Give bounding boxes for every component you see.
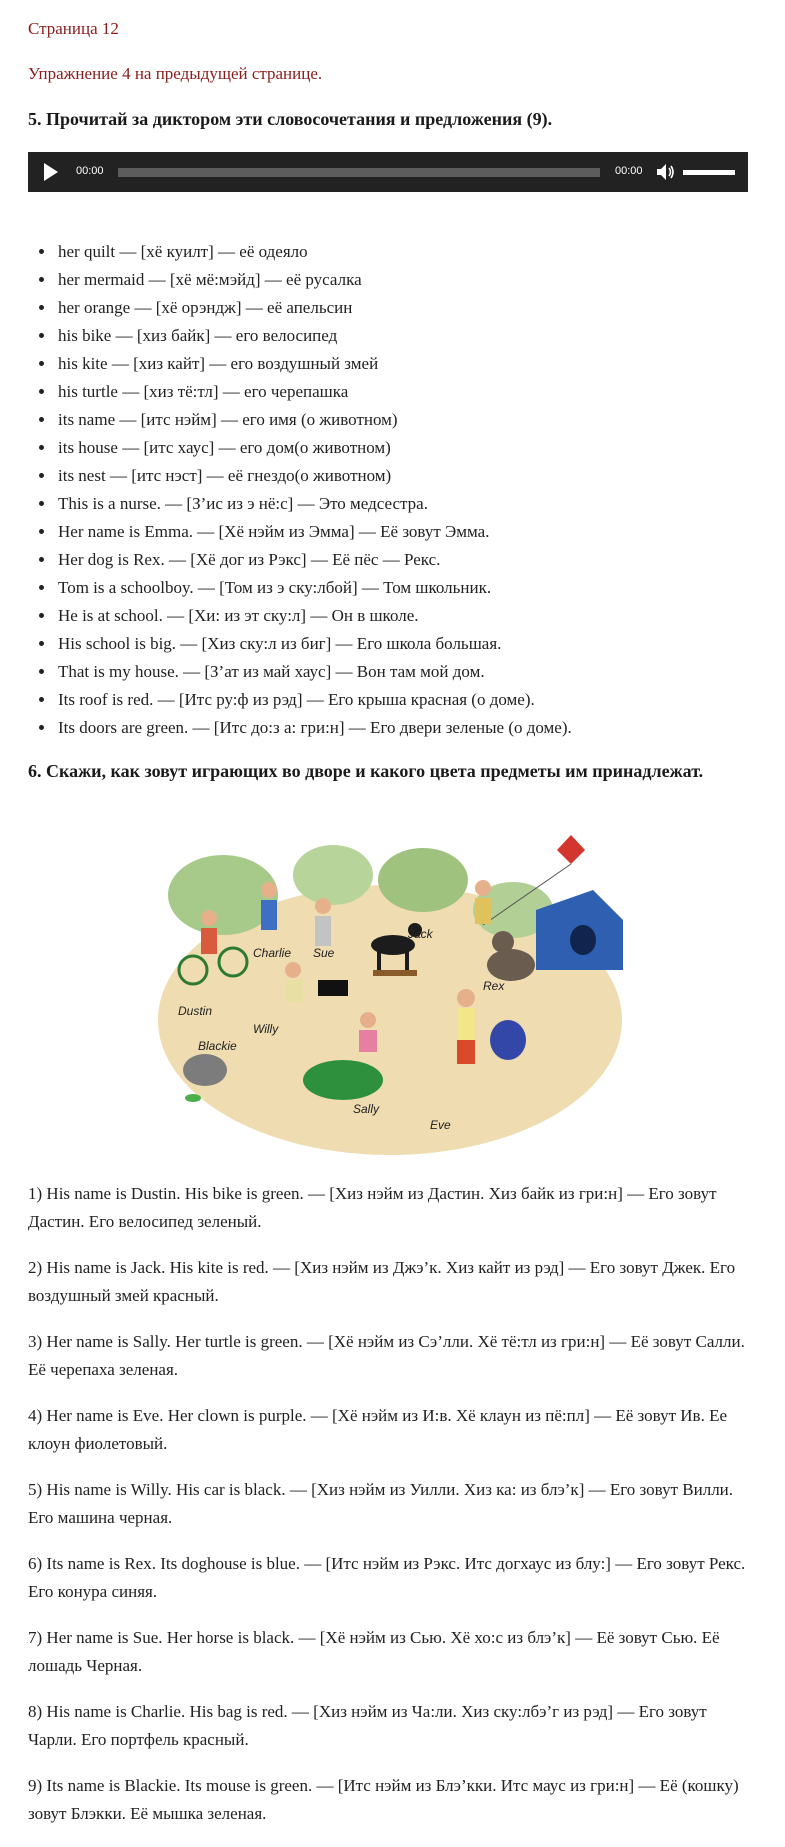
clown-shape: [490, 1020, 526, 1060]
list-item: • his kite — [хиз кайт] — его воздушный змей: [56, 350, 572, 378]
answer-item: 2) His name is Jack. His kite is red. — [Хиз нэйм из Джэ’к. Хиз кайт из рэд] — Его зовут Джек. Его воздушный змей красный.: [28, 1258, 736, 1305]
answer-item: 9) Its name is Blackie. Its mouse is green. — [Итс нэйм из Блэ’кки. Итс маус из гри:н] — Её (кошку) зовут Блэкки. Её мышка зеленая.: [28, 1776, 739, 1823]
answer-item: 4) Her name is Eve. Her clown is purple. — [Хё нэйм из И:в. Хё клаун из пё:пл] — Её зовут Ив. Ее клоун фиолетовый.: [28, 1406, 728, 1453]
phrase-list: [28, 238, 572, 742]
list-item: • Her name is Emma. — [Хё нэйм из Эмма] — Её зовут Эмма.: [56, 518, 572, 546]
list-item: • her orange — [хё орэндж] — её апельсин: [56, 294, 572, 322]
label-jack: Jack: [408, 927, 433, 941]
audio-player: [28, 152, 748, 192]
progress-track[interactable]: [118, 168, 600, 177]
kite-shape: [557, 835, 585, 864]
answer-item: 1) His name is Dustin. His bike is green. — [Хиз нэйм из Дастин. Хиз байк из гри:н] — Его зовут Дастин. Его велосипед зеленый.: [28, 1184, 717, 1231]
turtle-shape: [303, 1060, 383, 1100]
play-icon[interactable]: [44, 163, 58, 181]
list-item: • his bike — [хиз байк] — его велосипед: [56, 322, 572, 350]
answers-section: [28, 1180, 748, 1846]
label-dustin: Dustin: [178, 1004, 213, 1018]
exercise-5-heading: 5. Прочитай за диктором эти словосочетания и предложения (9).: [28, 109, 553, 129]
label-blackie: Blackie: [198, 1039, 237, 1053]
cat-shape: [183, 1054, 227, 1086]
label-sally: Sally: [353, 1102, 380, 1116]
page-link[interactable]: Страница 12: [28, 19, 119, 38]
answer-item: 3) Her name is Sally. Her turtle is green. — [Хё нэйм из Сэ’лли. Хё тё:тл из гри:н] — Её зовут Салли. Её черепаха зеленая.: [28, 1332, 745, 1379]
list-item: • its name — [итс нэйм] — его имя (о животном): [56, 406, 572, 434]
list-item: • her quilt — [хё куилт] — её одеяло: [56, 238, 572, 266]
total-time: 00:00: [615, 165, 643, 177]
list-item: • That is my house. — [З’ат из май хаус] — Вон там мой дом.: [56, 658, 572, 686]
label-sue: Sue: [313, 946, 335, 960]
list-item: • He is at school. — [Хи: из эт ску:л] — Он в школе.: [56, 602, 572, 630]
exercise-link[interactable]: Упражнение 4 на предыдущей странице.: [28, 64, 323, 83]
answer-item: 6) Its name is Rex. Its doghouse is blue. — [Итс нэйм из Рэкс. Итс догхаус из блу:] — Его зовут Рекс. Его конура синяя.: [28, 1554, 746, 1601]
answer-item: 7) Her name is Sue. Her horse is black. — [Хё нэйм из Сью. Хё хо:с из блэ’к] — Её зовут Сью. Её лошадь Черная.: [28, 1628, 720, 1675]
label-charlie: Charlie: [253, 946, 292, 960]
yard-illustration: [153, 830, 628, 1160]
list-item: • This is a nurse. — [З’ис из э нё:с] — Это медсестра.: [56, 490, 572, 518]
list-item: • her mermaid — [хё мё:мэйд] — её русалка: [56, 266, 572, 294]
exercise-6-heading: 6. Скажи, как зовут играющих во дворе и какого цвета предметы им принадлежат.: [28, 761, 704, 781]
current-time: 00:00: [76, 165, 104, 177]
label-willy: Willy: [253, 1022, 279, 1036]
list-item: • Tom is a schoolboy. — [Том из э ску:лбой] — Том школьник.: [56, 574, 572, 602]
list-item: • his turtle — [хиз тё:тл] — его черепашка: [56, 378, 572, 406]
label-eve: Eve: [430, 1118, 451, 1132]
answer-item: 8) His name is Charlie. His bag is red. — [Хиз нэйм из Ча:ли. Хиз ску:лбэ’г из рэд] — Его зовут Чарли. Его портфель красный.: [28, 1702, 707, 1749]
volume-slider[interactable]: [683, 170, 735, 175]
label-rex: Rex: [483, 979, 505, 993]
list-item: • Its doors are green. — [Итс до:з а: гри:н] — Его двери зеленые (о доме).: [56, 714, 572, 742]
car-shape: [318, 980, 348, 996]
list-item: • His school is big. — [Хиз ску:л из биг] — Его школа большая.: [56, 630, 572, 658]
list-item: • Her dog is Rex. — [Хё дог из Рэкс] — Её пёс — Рекс.: [56, 546, 572, 574]
answer-item: 5) His name is Willy. His car is black. — [Хиз нэйм из Уилли. Хиз ка: из блэ’к] — Его зовут Вилли. Его машина черная.: [28, 1480, 734, 1527]
list-item: • its house — [итс хаус] — его дом(о животном): [56, 434, 572, 462]
speaker-icon[interactable]: [656, 163, 676, 181]
list-item: • Its roof is red. — [Итс ру:ф из рэд] — Его крыша красная (о доме).: [56, 686, 572, 714]
list-item: • its nest — [итс нэст] — её гнездо(о животном): [56, 462, 572, 490]
